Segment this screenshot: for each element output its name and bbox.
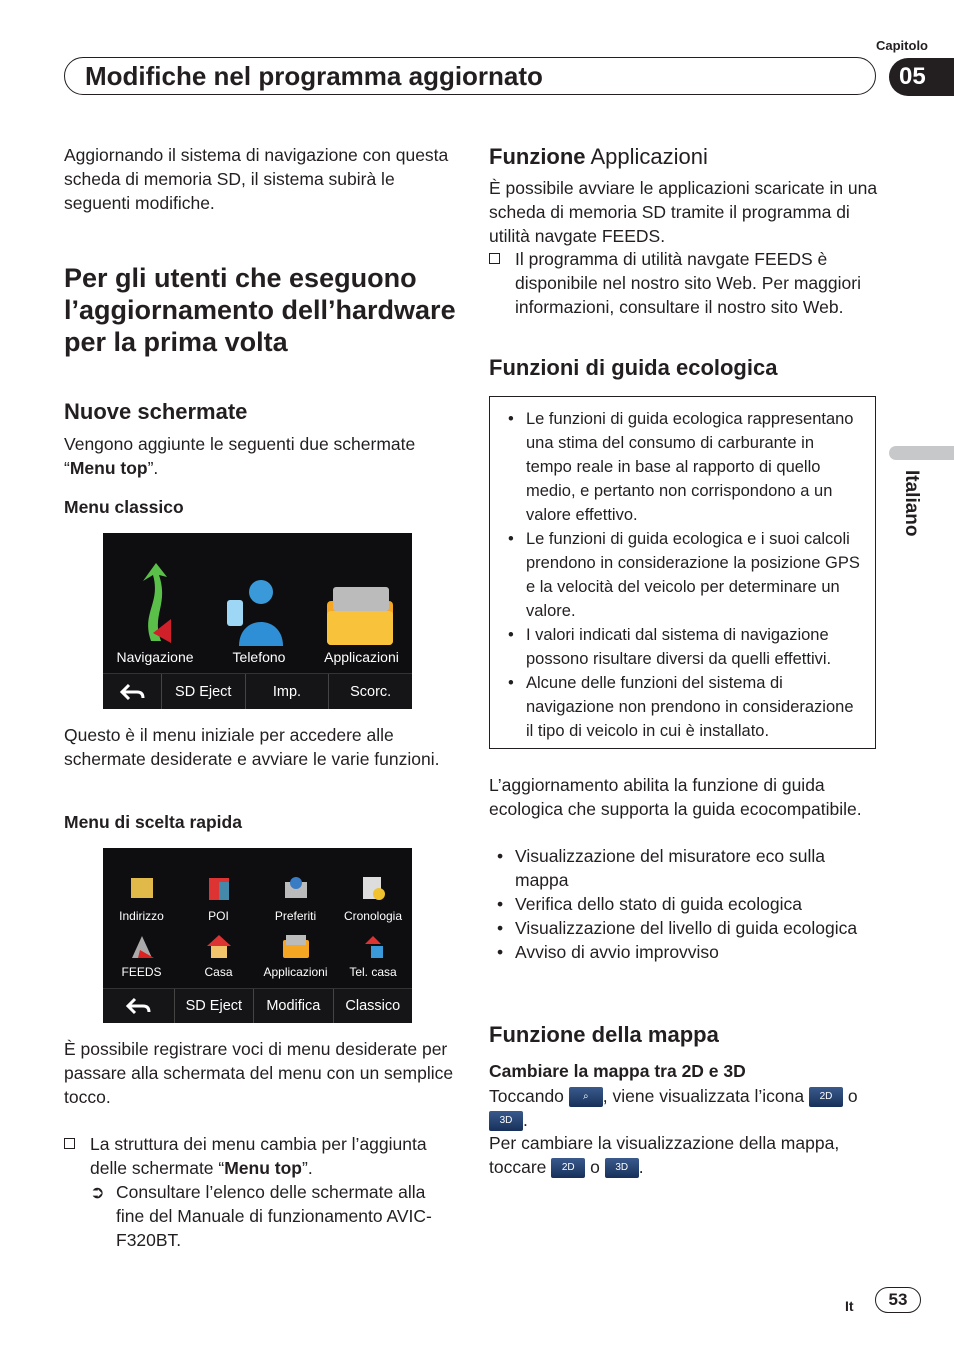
menu-rapida-heading: Menu di scelta rapida	[64, 812, 242, 832]
eco-feature-item: • Visualizzazione del livello di guida ecologica	[489, 916, 879, 940]
note-checkbox-icon	[64, 1138, 75, 1149]
home-icon	[180, 932, 257, 965]
eco-box-item: • Le funzioni di guida ecologica e i suoi calcoli prendono in considerazione la posizione GPS e la velocità del veicolo per determinare un valore.	[500, 527, 863, 623]
3d-view-icon: 3D	[605, 1158, 639, 1178]
back-icon	[103, 989, 174, 1023]
subsection-heading: Nuove schermate	[64, 399, 248, 424]
note-menu-structure: La struttura dei menu cambia per l’aggiunta delle schermate “Menu top”.	[64, 1132, 456, 1180]
favorites-label: Preferiti	[274, 909, 317, 923]
map-heading: Funzione della mappa	[489, 1022, 719, 1047]
classic-label: Classico	[333, 989, 412, 1023]
navigation-label: Navigazione	[116, 649, 194, 665]
eco-feature-item: • Avviso di avvio improvviso	[489, 940, 879, 964]
arrow-icon: ➲	[90, 1182, 105, 1202]
edit-label: Modifica	[253, 989, 332, 1023]
applications-paragraph: È possibile avviare le applicazioni scaricate in una scheda di memoria SD tramite il programma di utilità navgate FEEDS.	[489, 178, 878, 246]
back-icon	[103, 674, 161, 709]
settings-label: Imp.	[245, 674, 329, 709]
map-paragraph-2: Per cambiare la visualizzazione della mappa, toccare 2D o 3D .	[489, 1133, 840, 1177]
applications-note: Il programma di utilità navgate FEEDS è disponibile nel nostro sito Web. Per maggiori informazioni, consultare il nostro sito Web.	[489, 247, 879, 319]
applications-small-icon	[257, 932, 334, 965]
language-tab-marker	[889, 446, 954, 460]
shortcuts-label: Scorc.	[328, 674, 412, 709]
language-label: Italiano	[901, 470, 922, 537]
feeds-label: FEEDS	[121, 965, 162, 979]
eco-box-item: • I valori indicati dal sistema di navigazione possono risultare diversi da quelli effettivi.	[500, 623, 863, 671]
quick-menu-screenshot	[103, 848, 412, 1022]
eco-paragraph: L’aggiornamento abilita la funzione di guida ecologica che supporta la guida ecocompatibile.	[489, 775, 862, 819]
home-label: Casa	[204, 965, 233, 979]
map-subheading: Cambiare la mappa tra 2D e 3D	[489, 1061, 746, 1081]
feeds-icon	[103, 932, 180, 965]
eco-feature-list	[489, 844, 879, 964]
home-phone-icon	[334, 932, 412, 965]
map-paragraph-1: Toccando ⌕ , viene visualizzata l’icona 2D o 3D .	[489, 1086, 858, 1130]
eco-feature-item: • Verifica dello stato di guida ecologica	[489, 892, 879, 916]
eco-box-item: • Le funzioni di guida ecologica rappresentano una stima del consumo di carburante in tempo reale in base al rapporto di quello medio, e pertanto non corrispondono a un valore effettivo.	[500, 407, 863, 527]
phone-icon	[225, 578, 289, 653]
eco-box-item: • Alcune delle funzioni del sistema di navigazione non prendono in considerazione il tipo di veicolo in cui è installato.	[500, 671, 863, 743]
2d-view-icon: 2D	[551, 1158, 585, 1178]
page-number: 53	[875, 1287, 921, 1313]
history-icon	[334, 874, 412, 907]
poi-label: POI	[208, 909, 229, 923]
applications-icon	[323, 583, 399, 652]
new-screens-paragraph: Vengono aggiunte le seguenti due schermate “Menu top”.	[64, 434, 416, 478]
home-phone-label: Tel. casa	[349, 965, 397, 979]
eco-heading: Funzioni di guida ecologica	[489, 355, 778, 380]
3d-view-icon: 3D	[489, 1111, 523, 1131]
applications-label: Applicazioni	[324, 649, 399, 665]
address-label: Indirizzo	[119, 909, 164, 923]
favorites-icon	[257, 874, 334, 907]
sd-eject-label: SD Eject	[161, 674, 245, 709]
language-code: It	[845, 1298, 854, 1314]
chapter-label: Capitolo	[876, 38, 928, 53]
classic-menu-description: Questo è il menu iniziale per accedere alle schermate desiderate e avviare le varie funzioni.	[64, 725, 440, 769]
sd-eject-label: SD Eject	[174, 989, 253, 1023]
history-label: Cronologia	[343, 909, 403, 923]
applications-heading: Funzione Applicazioni	[489, 144, 708, 169]
menu-classico-heading: Menu classico	[64, 497, 184, 517]
applications-small-label: Applicazioni	[263, 965, 328, 979]
section-heading: Per gli utenti che eseguono l’aggiornamento dell’hardware per la prima volta	[64, 263, 456, 357]
reference-note: ➲ Consultare l’elenco delle schermate alla fine del Manuale di funzionamento AVIC-F320BT.	[90, 1182, 432, 1250]
classic-menu-screenshot	[103, 533, 412, 708]
map-search-icon: ⌕	[569, 1087, 603, 1107]
chapter-number: 05	[889, 58, 954, 96]
2d-view-icon: 2D	[809, 1087, 843, 1107]
eco-feature-item: • Visualizzazione del misuratore eco sulla mappa	[489, 844, 879, 892]
eco-warning-box	[489, 396, 876, 749]
navigation-icon	[131, 563, 181, 648]
poi-icon	[180, 874, 257, 907]
note-checkbox-icon	[489, 253, 500, 264]
quick-menu-description: È possibile registrare voci di menu desiderate per passare alla schermata del menu con un semplice tocco.	[64, 1039, 454, 1107]
phone-label: Telefono	[232, 649, 286, 665]
address-icon	[103, 874, 180, 907]
intro-paragraph: Aggiornando il sistema di navigazione con questa scheda di memoria SD, il sistema subirà le seguenti modifiche.	[64, 145, 449, 213]
page-title: Modifiche nel programma aggiornato	[64, 57, 876, 95]
